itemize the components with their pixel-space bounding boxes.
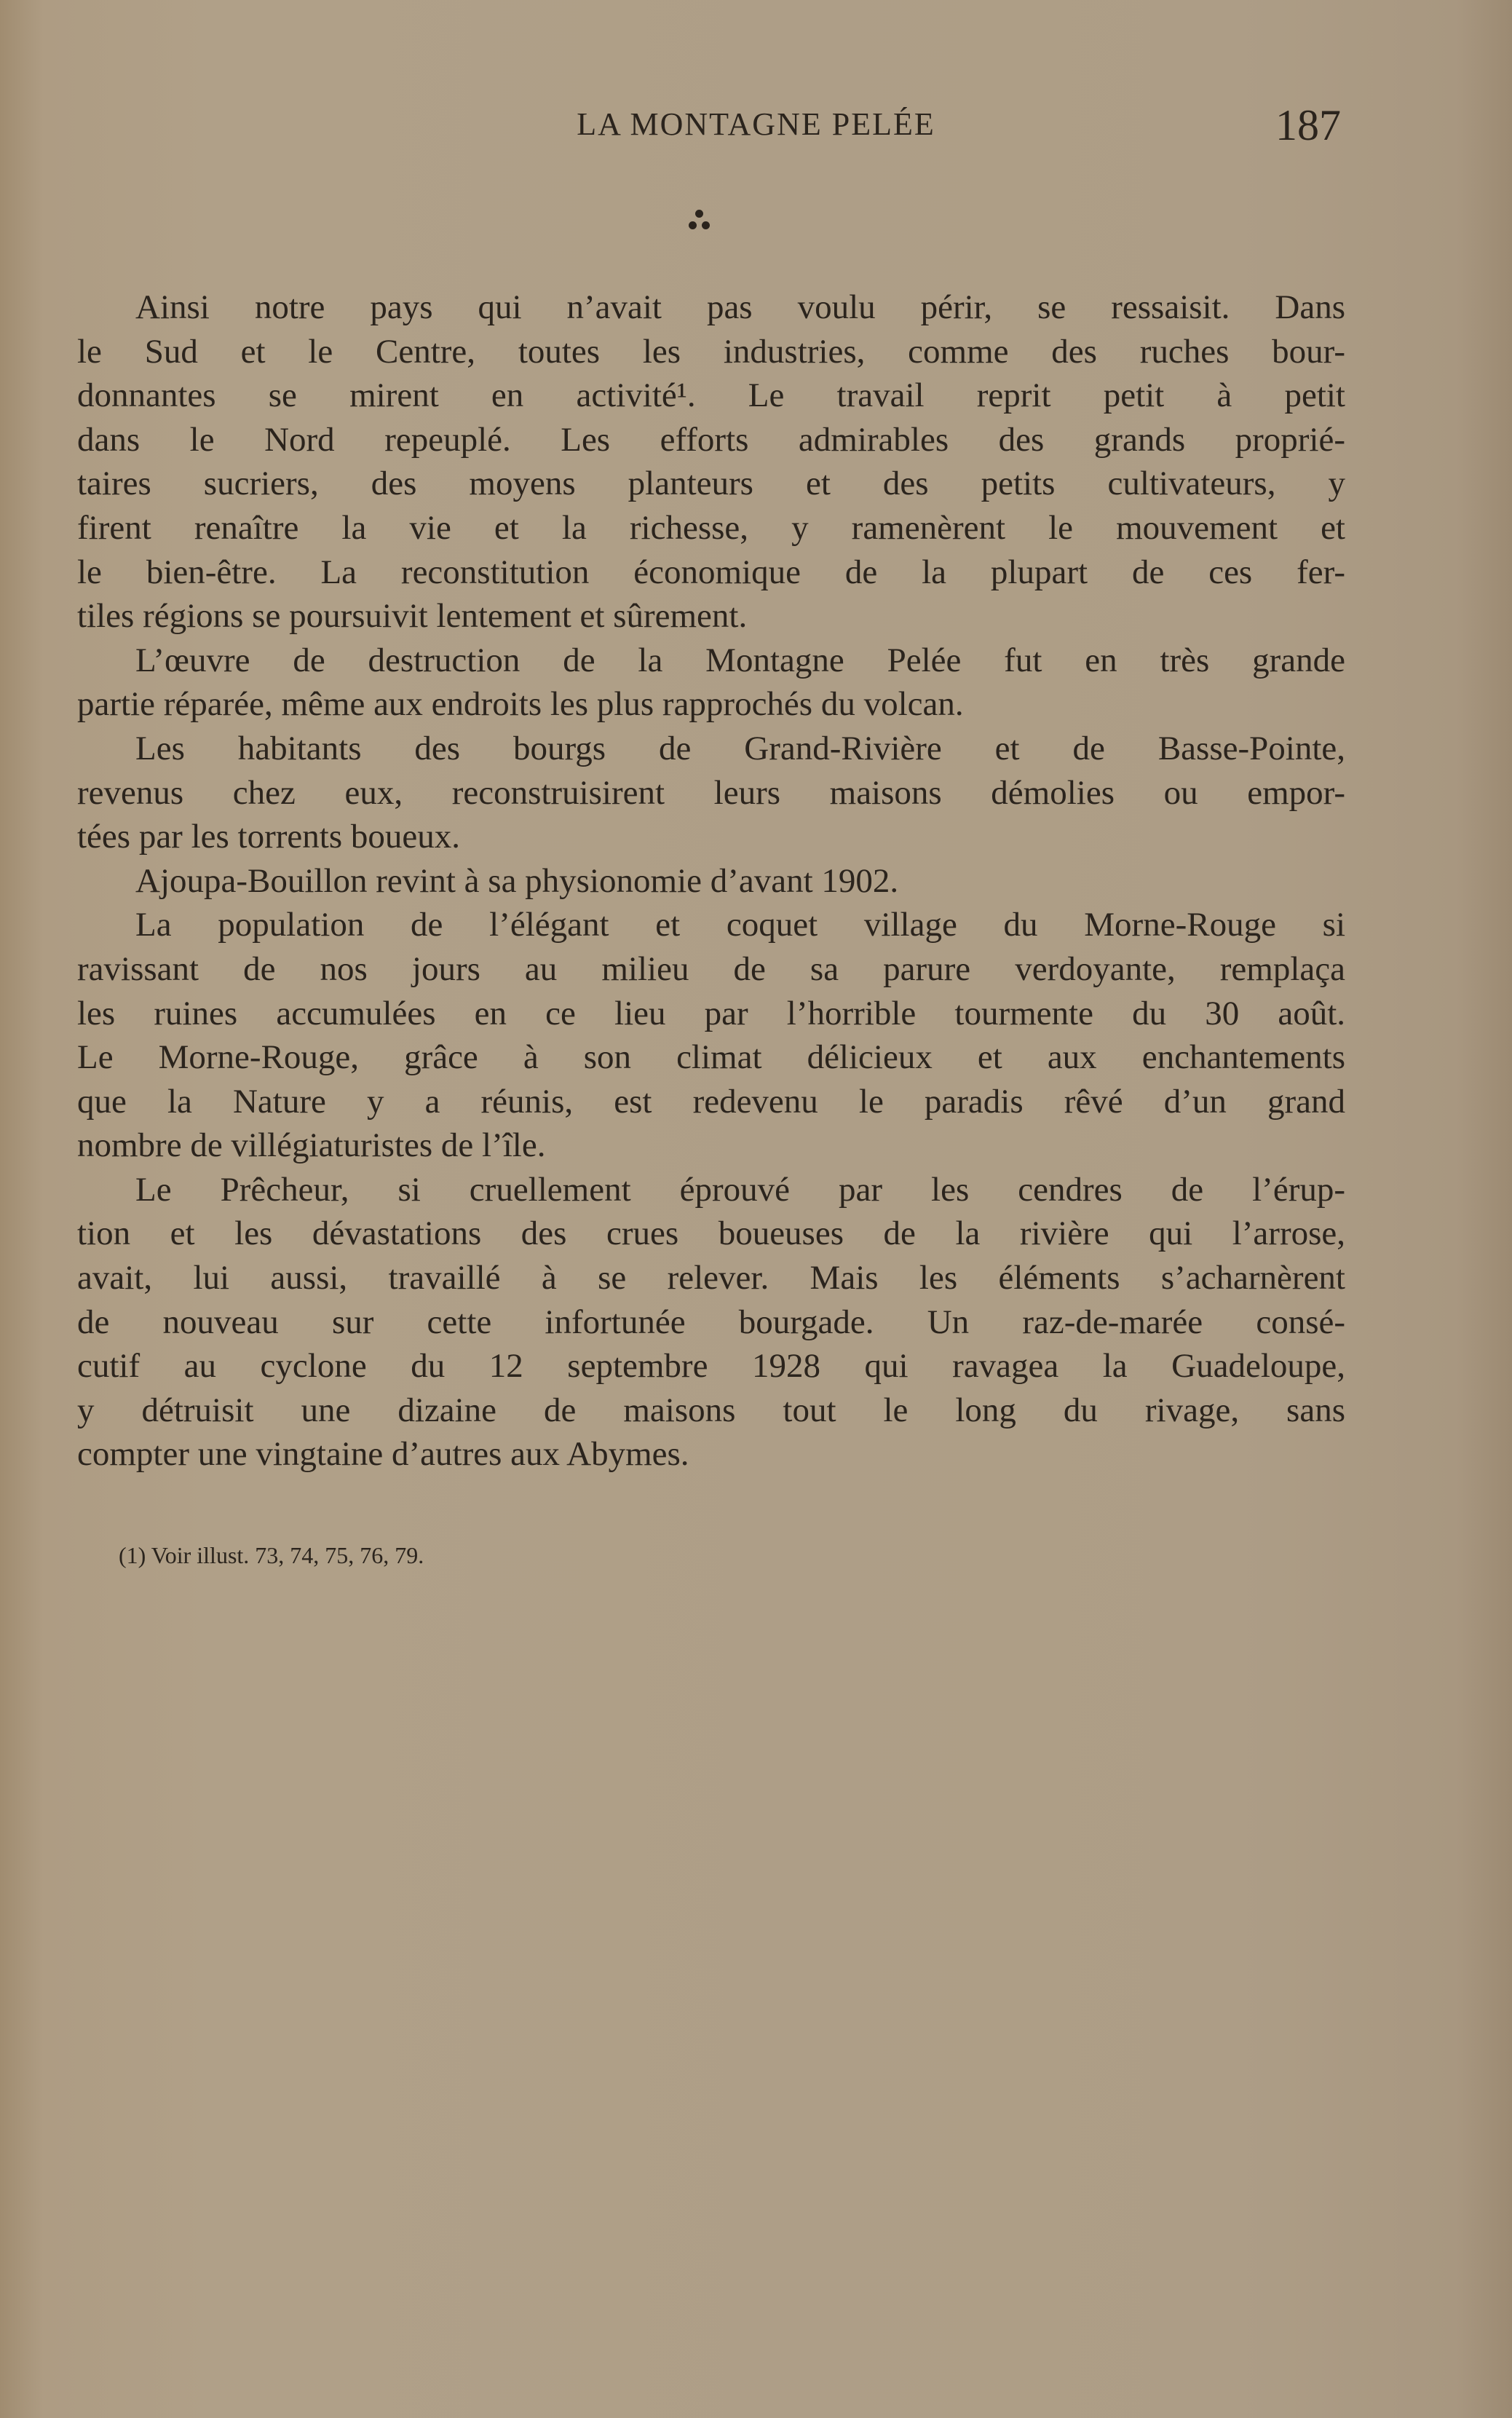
text-line: La population de l’élégant et coquet village du Morne-Rouge si [135, 906, 1345, 944]
page-number: 187 [1275, 101, 1341, 149]
text-line: le Sud et le Centre, toutes les industries, comme des ruches bour- [77, 332, 1345, 371]
asterism-dot [702, 221, 710, 229]
paragraph [77, 859, 1345, 904]
running-head-title: LA MONTAGNE PELÉE [577, 106, 935, 142]
text-line: Ainsi notre pays qui n’avait pas voulu périr, se ressaisit. Dans [135, 288, 1345, 326]
body-text [77, 285, 1345, 1477]
text-line: de nouveau sur cette infortunée bourgade. Un raz-de-marée consé- [77, 1303, 1345, 1341]
text-line: ravissant de nos jours au milieu de sa parure verdoyante, remplaça [77, 949, 1345, 988]
text-line: tion et les dévastations des crues boueuses de la rivière qui l’arrose, [77, 1214, 1345, 1253]
paragraph [77, 727, 1345, 859]
text-line: taires sucriers, des moyens planteurs et des petits cultivateurs, y [77, 465, 1345, 503]
text-line: L’œuvre de destruction de la Montagne Pelée fut en très grande [135, 641, 1345, 679]
text-line: donnantes se mirent en activité¹. Le travail reprit petit à petit [77, 376, 1345, 415]
text-line: dans le Nord repeuplé. Les efforts admirables des grands proprié- [77, 420, 1345, 459]
text-line: partie réparée, même aux endroits les plus rapprochés du volcan. [77, 685, 964, 724]
text-line: firent renaître la vie et la richesse, y ramenèrent le mouvement et [77, 508, 1345, 547]
text-line: nombre de villégiaturistes de l’île. [77, 1126, 546, 1165]
asterism-ornament [684, 205, 713, 242]
text-line: que la Nature y a réunis, est redevenu le paradis rêvé d’un grand [77, 1082, 1345, 1121]
text-line: tiles régions se poursuivit lentement et sûrement. [77, 597, 748, 636]
text-line: Le Morne-Rouge, grâce à son climat délicieux et aux enchantements [77, 1038, 1345, 1077]
paragraph [77, 1168, 1345, 1477]
text-line: tées par les torrents boueux. [77, 818, 460, 856]
asterism-dot [695, 210, 703, 218]
text-line: avait, lui aussi, travaillé à se relever. Mais les éléments s’acharnèrent [77, 1259, 1345, 1297]
text-line: les ruines accumulées en ce lieu par l’horrible tourmente du 30 août. [77, 994, 1345, 1032]
paragraph [77, 903, 1345, 1168]
paragraph [77, 285, 1345, 639]
text-line: le bien-être. La reconstitution économique de la plupart de ces fer- [77, 553, 1345, 591]
footnote: (1) Voir illust. 73, 74, 75, 76, 79. [119, 1542, 424, 1568]
paragraph [77, 639, 1345, 727]
text-line: Les habitants des bourgs de Grand-Rivière et de Basse-Pointe, [135, 729, 1345, 767]
text-line: compter une vingtaine d’autres aux Abymes. [77, 1435, 689, 1474]
text-line: cutif au cyclone du 12 septembre 1928 qui ravagea la Guadeloupe, [77, 1347, 1345, 1386]
text-line: Le Prêcheur, si cruellement éprouvé par les cendres de l’érup- [135, 1170, 1345, 1209]
text-line: Ajoupa-Bouillon revint à sa physionomie d’avant 1902. [135, 861, 899, 900]
text-line: y détruisit une dizaine de maisons tout le long du rivage, sans [77, 1391, 1345, 1429]
asterism-dot [689, 221, 697, 229]
text-line: revenus chez eux, reconstruisirent leurs maisons démolies ou empor- [77, 773, 1345, 812]
